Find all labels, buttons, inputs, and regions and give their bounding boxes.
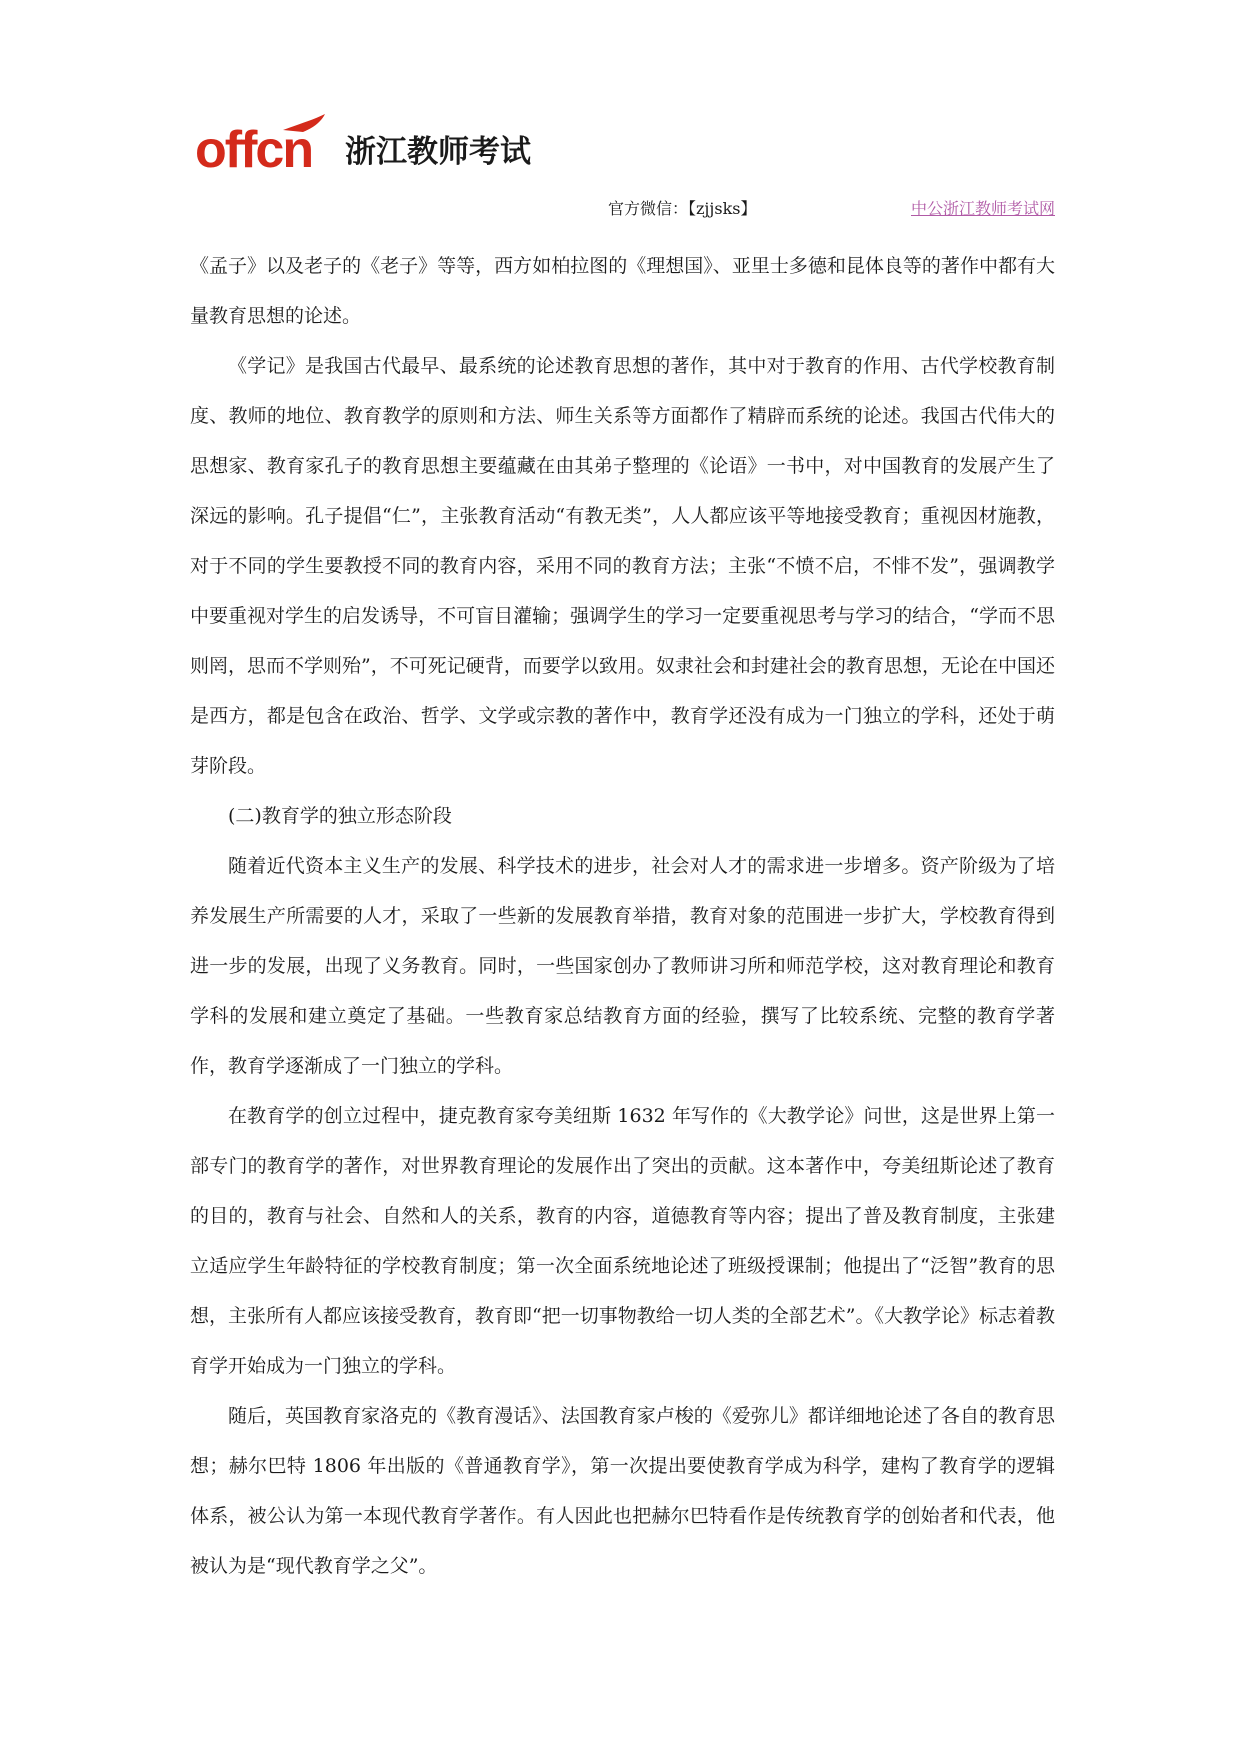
paragraph: 随着近代资本主义生产的发展、科学技术的进步，社会对人才的需求进一步增多。资产阶级为了培养发展生产所需要的人才，采取了一些新的发展教育举措，教育对象的范围进一步扩大，学校教育得到进一步的发展，出现了义务教育。同时，一些国家创办了教师讲习所和师范学校，这对教育理论和教育学科的发展和建立奠定了基础。一些教育家总结教育方面的经验，撰写了比较系统、完整的教育学著作，教育学逐渐成了一门独立的学科。 bbox=[190, 855, 1055, 1077]
offcn-logo-graphic bbox=[195, 112, 535, 182]
section-heading: (二)教育学的独立形态阶段 bbox=[228, 805, 452, 827]
paragraph: 在教育学的创立过程中，捷克教育家夸美纽斯 1632 年写作的《大教学论》问世，这是世界上第一部专门的教育学的著作，对世界教育理论的发展作出了突出的贡献。这本著作中，夸美纽斯论述了教育的目的，教育与社会、自然和人的关系，教育的内容，道德教育等内容；提出了普及教育制度，主张建立适应学生年龄特征的学校教育制度；第一次全面系统地论述了班级授课制；他提出了“泛智”教育的思想，主张所有人都应该接受教育，教育即“把一切事物教给一切人类的全部艺术”。《大教学论》标志着教育学开始成为一门独立的学科。 bbox=[190, 1105, 1055, 1377]
site-link[interactable]: 中公浙江教师考试网 bbox=[910, 199, 1055, 218]
paragraph: 《孟子》以及老子的《老子》等等，西方如柏拉图的《理想国》、亚里士多德和昆体良等的著作中都有大量教育思想的论述。 bbox=[190, 255, 1055, 327]
offcn-logo bbox=[195, 112, 535, 182]
wechat-label: 官方微信：【zjjsks】 bbox=[608, 199, 757, 218]
logo-title: 浙江教师考试 bbox=[345, 134, 531, 170]
document-body bbox=[190, 241, 1055, 1591]
logo-wordmark: offcn bbox=[195, 121, 313, 179]
paragraph: 《学记》是我国古代最早、最系统的论述教育思想的著作，其中对于教育的作用、古代学校教育制度、教师的地位、教育教学的原则和方法、师生关系等方面都作了精辟而系统的论述。我国古代伟大的思想家、教育家孔子的教育思想主要蕴藏在由其弟子整理的《论语》一书中，对中国教育的发展产生了深远的影响。孔子提倡“仁”，主张教育活动“有教无类”，人人都应该平等地接受教育；重视因材施教，对于不同的学生要教授不同的教育内容，采用不同的教育方法；主张“不愤不启，不悱不发”，强调教学中要重视对学生的启发诱导，不可盲目灌输；强调学生的学习一定要重视思考与学习的结合，“学而不思则罔，思而不学则殆”，不可死记硬背，而要学以致用。奴隶社会和封建社会的教育思想，无论在中国还是西方，都是包含在政治、哲学、文学或宗教的著作中，教育学还没有成为一门独立的学科，还处于萌芽阶段。 bbox=[190, 355, 1055, 777]
page-header bbox=[190, 196, 1055, 226]
paragraph: 随后，英国教育家洛克的《教育漫话》、法国教育家卢梭的《爱弥儿》都详细地论述了各自的教育思想；赫尔巴特 1806 年出版的《普通教育学》，第一次提出要使教育学成为科学，建构了教育学的逻辑体系，被公认为第一本现代教育学著作。有人因此也把赫尔巴特看作是传统教育学的创始者和代表，他被认为是“现代教育学之父”。 bbox=[190, 1405, 1055, 1577]
